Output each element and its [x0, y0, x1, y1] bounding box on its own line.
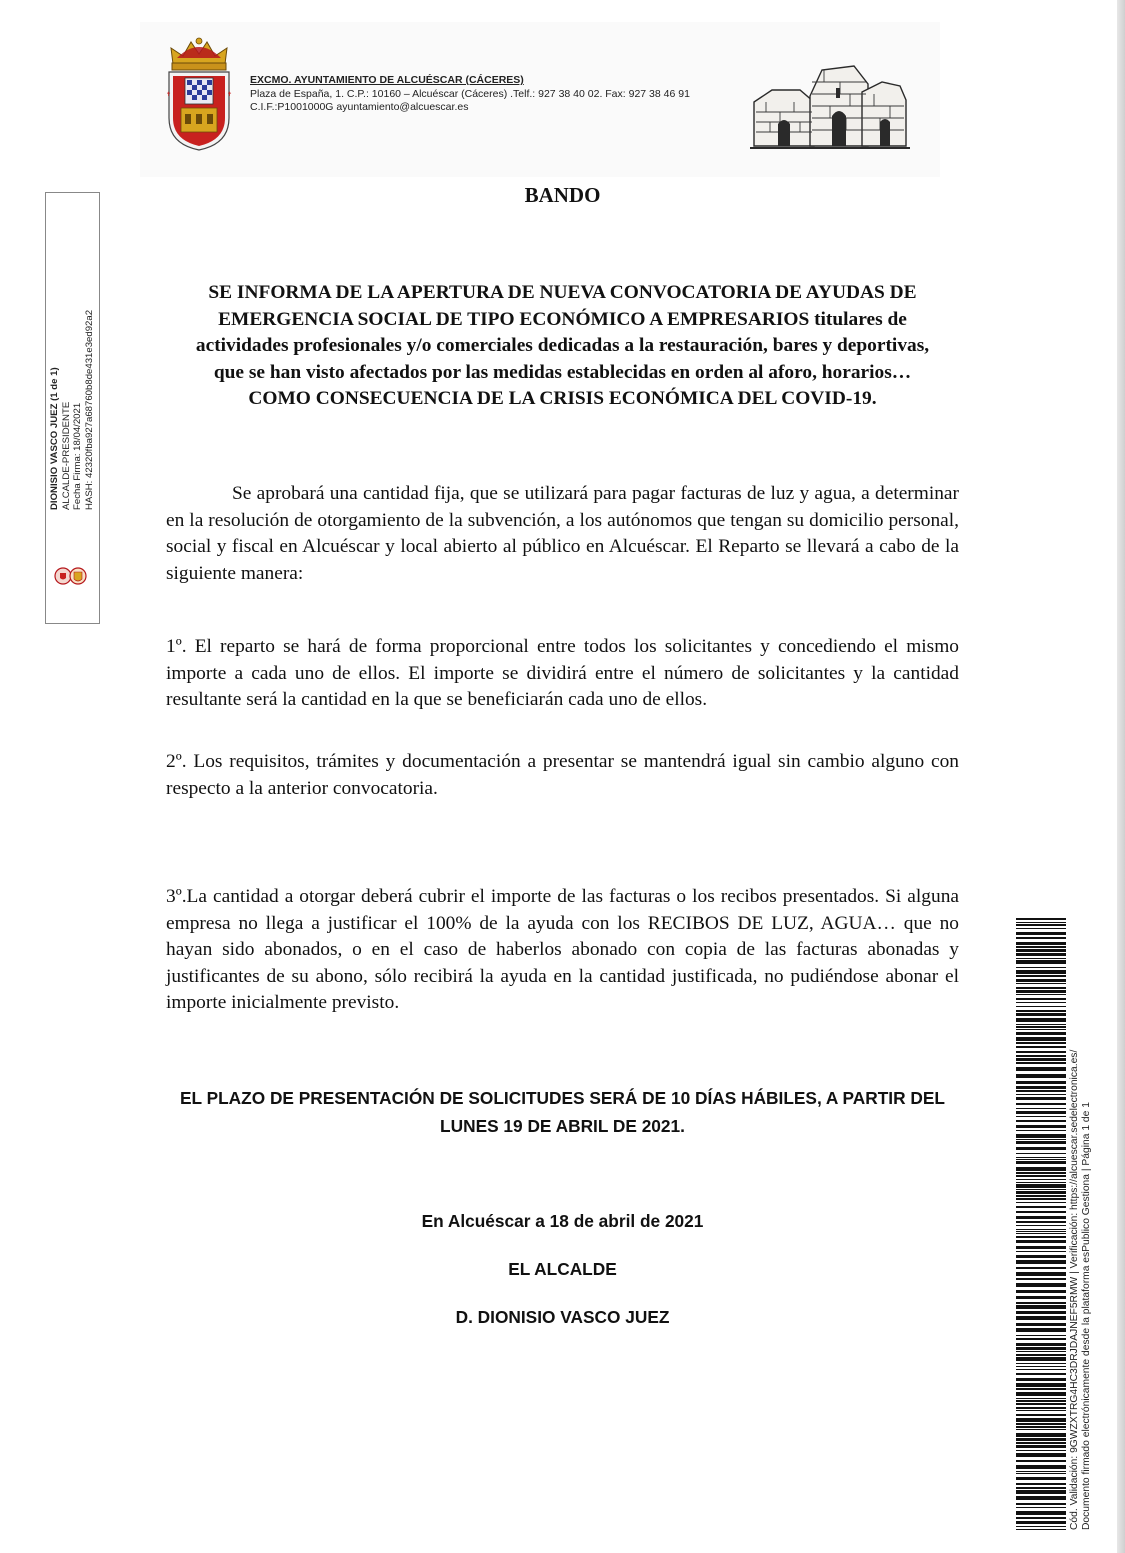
verification-text: [1069, 970, 1094, 1530]
barcode-stripe: [1016, 1216, 1066, 1219]
barcode-stripe: [1016, 1184, 1066, 1188]
barcode-stripe: [1016, 942, 1066, 945]
barcode-stripe: [1016, 1147, 1066, 1150]
barcode-stripe: [1016, 1335, 1066, 1336]
barcode-stripe: [1016, 1473, 1066, 1474]
barcode-stripe: [1016, 1175, 1066, 1177]
barcode-stripe: [1016, 1202, 1066, 1203]
municipal-seal-icon: [52, 565, 88, 587]
signature-signer: DIONISIO VASCO JUEZ (1 de 1): [49, 367, 60, 510]
barcode-stripe: [1016, 1418, 1066, 1422]
heading-line: EMERGENCIA SOCIAL DE TIPO ECONÓMICO A EMPRESARIOS titulares de: [218, 308, 907, 330]
barcode-stripe: [1016, 979, 1066, 982]
barcode-stripe: [1016, 1316, 1066, 1320]
letterhead-text: [250, 74, 750, 115]
barcode-stripe: [1016, 1347, 1066, 1350]
barcode-stripe: [1016, 1403, 1066, 1405]
heading-line: actividades profesionales y/o comerciales dedicadas a la restauración, bares y deportivas,: [195, 335, 930, 356]
barcode-stripe: [1016, 1267, 1066, 1269]
barcode-stripe: [1016, 1191, 1066, 1194]
barcode-stripe: [1016, 1517, 1066, 1519]
barcode-stripe: [1016, 1453, 1066, 1457]
barcode-stripe: [1016, 1460, 1066, 1462]
barcode-stripe: [1016, 1251, 1066, 1252]
barcode-stripe: [1016, 1398, 1066, 1399]
barcode-stripe: [1016, 1006, 1066, 1007]
svg-text:✝: ✝: [227, 91, 233, 98]
barcode-stripe: [1016, 1097, 1066, 1100]
barcode-stripe: [1016, 1067, 1066, 1071]
barcode-stripe: [1016, 1086, 1066, 1089]
barcode-stripe: [1016, 953, 1066, 956]
signature-details: [49, 210, 95, 510]
document-title: BANDO: [524, 183, 601, 207]
barcode-stripe: [1016, 1062, 1066, 1064]
barcode-stripe: [1016, 958, 1066, 959]
barcode-stripe: [1016, 1157, 1066, 1158]
signer-name: D. DIONISIO VASCO JUEZ: [455, 1307, 670, 1327]
barcode-stripe: [1016, 1229, 1066, 1230]
barcode-stripe: [1016, 1369, 1066, 1370]
barcode-stripe: [1016, 1246, 1066, 1249]
barcode-stripe: [1016, 1153, 1066, 1154]
barcode-stripe: [1016, 1354, 1066, 1356]
barcode-stripe: [1016, 1445, 1066, 1448]
barcode-icon: [1016, 918, 1066, 1530]
barcode-stripe: [1016, 1134, 1066, 1138]
barcode-stripe: [1016, 1032, 1066, 1035]
barcode-stripe: [1016, 1260, 1066, 1264]
barcode-stripe: [1016, 1423, 1066, 1425]
barcode-stripe: [1016, 1130, 1066, 1131]
barcode-stripe: [1016, 1081, 1066, 1084]
barcode-stripe: [1016, 918, 1066, 920]
signature-date: Fecha Firma: 18/04/2021: [72, 402, 84, 510]
heading-line: SE INFORMA DE LA APERTURA DE NUEVA CONVOCATORIA DE AYUDAS DE: [208, 282, 917, 303]
barcode-stripe: [1016, 1172, 1066, 1174]
barcode-stripe: [1016, 1161, 1066, 1164]
barcode-stripe: [1016, 1328, 1066, 1332]
barcode-stripe: [1016, 1272, 1066, 1276]
barcode-stripe: [1016, 1240, 1066, 1243]
barcode-stripe: [1016, 1189, 1066, 1190]
barcode-stripe: [1016, 1442, 1066, 1444]
place-and-date: En Alcuéscar a 18 de abril de 2021: [421, 1211, 704, 1231]
address-line: Plaza de España, 1. C.P.: 10160 – Alcuéscar (Cáceres) .Telf.: 927 38 40 02. Fax: 927 38 46 91: [250, 87, 690, 100]
barcode-stripe: [1016, 1206, 1066, 1208]
barcode-stripe: [1016, 1296, 1066, 1299]
barcode-stripe: [1016, 1526, 1066, 1527]
barcode-stripe: [1016, 1211, 1066, 1213]
barcode-stripe: [1016, 1278, 1066, 1280]
svg-text:✝: ✝: [166, 91, 172, 98]
signature-role: ALCALDE-PRESIDENTE: [60, 401, 72, 510]
barcode-stripe: [1016, 922, 1066, 923]
signature-hash: HASH: 42320fba927a68760b8de431e3ed92a2: [83, 309, 95, 510]
barcode-stripe: [1016, 1125, 1066, 1128]
barcode-stripe: [1016, 1521, 1066, 1524]
barcode-stripe: [1016, 1139, 1066, 1140]
barcode-stripe: [1016, 1018, 1066, 1022]
barcode-stripe: [1016, 1058, 1066, 1061]
barcode-stripe: [1016, 1179, 1066, 1180]
barcode-stripe: [1016, 1042, 1066, 1044]
barcode-stripe: [1016, 1094, 1066, 1095]
barcode-stripe: [1016, 1388, 1066, 1390]
barcode-stripe: [1016, 967, 1066, 968]
barcode-stripe: [1016, 1343, 1066, 1346]
barcode-stripe: [1016, 1507, 1066, 1508]
barcode-stripe: [1016, 960, 1066, 964]
point-1-paragraph: 1º. El reparto se hará de forma proporcional entre todos los solicitantes y concediendo el mismo importe a cada uno de ellos. El importe se dividirá entre el número de solicitantes y la cantidad resultante será la cantidad en la que se beneficiarán cada uno de ellos.: [166, 636, 959, 711]
barcode-stripe: [1016, 1438, 1066, 1441]
barcode-stripe: [1016, 1055, 1066, 1057]
barcode-stripe: [1016, 1037, 1066, 1041]
barcode-stripe: [1016, 1414, 1066, 1416]
barcode-stripe: [1016, 1221, 1066, 1223]
barcode-stripe: [1016, 1236, 1066, 1238]
barcode-stripe: [1016, 946, 1066, 948]
point-3-paragraph: 3º.La cantidad a otorgar deberá cubrir el importe de las facturas o los recibos presentados. Si alguna empresa no llega a justificar el 100% de la ayuda con los RECIBOS DE LUZ, AGUA… que no hayan sido abonados, o en el caso de haberlos abonado con copia de las facturas abonadas y justificantes de su abono, sólo recibirá la ayuda en la cantidad justificada, no pudiéndose abonar el importe inicialmente previsto.: [166, 886, 959, 1014]
cif-email-line: C.I.F.:P1001000G ayuntamiento@alcuescar.es: [250, 101, 469, 113]
validation-code-line: Cód. Validación: 9GWZXTRG4HC3DRJDAJNEF5RMW | Verificación: https://alcuescar.sedelectronica.es/: [1069, 1049, 1080, 1530]
barcode-stripe: [1016, 1290, 1066, 1293]
barcode-stripe: [1016, 1471, 1066, 1472]
church-building-icon: [750, 62, 910, 150]
barcode-stripe: [1016, 1429, 1066, 1430]
barcode-stripe: [1016, 1490, 1066, 1494]
intro-paragraph: Se aprobará una cantidad fija, que se utilizará para pagar facturas de luz y agua, a determinar en la resolución de otorgamiento de la subvención, a los autónomos que tengan su domicilio personal, social y fiscal en Alcuéscar y local abierto al público en Alcuéscar. El Reparto se llevará a cabo de la siguiente manera:: [166, 483, 959, 584]
municipality-name: EXCMO. AYUNTAMIENTO DE ALCUÉSCAR (CÁCERES): [250, 74, 524, 86]
heading-line: COMO CONSECUENCIA DE LA CRISIS ECONÓMICA DEL COVID-19.: [248, 388, 877, 409]
barcode-stripe: [1016, 1159, 1066, 1160]
barcode-stripe: [1016, 1255, 1066, 1258]
barcode-stripe: [1016, 1198, 1066, 1200]
barcode-stripe: [1016, 1407, 1066, 1409]
barcode-stripe: [1016, 1366, 1066, 1367]
barcode-stripe: [1016, 975, 1066, 977]
barcode-stripe: [1016, 1182, 1066, 1183]
barcode-stripe: [1016, 1363, 1066, 1364]
barcode-stripe: [1016, 1338, 1066, 1340]
barcode-stripe: [1016, 1477, 1066, 1480]
barcode-stripe: [1016, 1410, 1066, 1411]
barcode-stripe: [1016, 1013, 1066, 1016]
barcode-stripe: [1016, 1392, 1066, 1396]
page-edge-shadow: [1117, 0, 1125, 1553]
barcode-stripe: [1016, 1090, 1066, 1092]
barcode-stripe: [1016, 1305, 1066, 1309]
barcode-stripe: [1016, 1383, 1066, 1387]
barcode-stripe: [1016, 1225, 1066, 1226]
barcode-stripe: [1016, 1010, 1066, 1012]
barcode-stripe: [1016, 1103, 1066, 1105]
barcode-stripe: [1016, 987, 1066, 989]
barcode-stripe: [1016, 1426, 1066, 1428]
barcode-stripe: [1016, 1302, 1066, 1304]
barcode-stripe: [1016, 1373, 1066, 1375]
announcement-heading: [160, 280, 965, 413]
barcode-stripe: [1016, 1378, 1066, 1381]
barcode-stripe: [1016, 1108, 1066, 1109]
barcode-stripe: [1016, 1024, 1066, 1025]
barcode-stripe: [1016, 1465, 1066, 1469]
barcode-stripe: [1016, 1323, 1066, 1326]
barcode-stripe: [1016, 970, 1066, 974]
barcode-stripe: [1016, 1311, 1066, 1314]
barcode-stripe: [1016, 994, 1066, 995]
barcode-stripe: [1016, 1483, 1066, 1485]
barcode-stripe: [1016, 1074, 1066, 1078]
barcode-stripe: [1016, 1195, 1066, 1197]
barcode-stripe: [1016, 1116, 1066, 1117]
barcode-stripe: [1016, 1026, 1066, 1028]
barcode-stripe: [1016, 990, 1066, 993]
barcode-stripe: [1016, 1002, 1066, 1003]
barcode-stripe: [1016, 1496, 1066, 1500]
barcode-stripe: [1016, 1487, 1066, 1489]
barcode-stripe: [1016, 1433, 1066, 1437]
barcode-stripe: [1016, 1141, 1066, 1144]
barcode-stripe: [1016, 1167, 1066, 1171]
heading-line: que se han visto afectados por las medidas establecidas en orden al aforo, horarios…: [213, 361, 912, 383]
barcode-stripe: [1016, 928, 1066, 929]
barcode-stripe: [1016, 1503, 1066, 1505]
coat-of-arms-icon: [163, 36, 235, 152]
barcode-stripe: [1016, 1529, 1066, 1530]
barcode-stripe: [1016, 1357, 1066, 1361]
deadline-notice: EL PLAZO DE PRESENTACIÓN DE SOLICITUDES SERÁ DE 10 DÍAS HÁBILES, A PARTIR DEL LUNES 19 DE ABRIL DE 2021.: [180, 1088, 945, 1136]
barcode-stripe: [1016, 924, 1066, 926]
barcode-stripe: [1016, 1450, 1066, 1451]
barcode-stripe: [1016, 1351, 1066, 1352]
barcode-stripe: [1016, 983, 1066, 984]
point-2-paragraph: 2º. Los requisitos, trámites y documentación a presentar se mantendrá igual sin cambio alguno con respecto a la anterior convocatoria.: [166, 751, 959, 799]
barcode-stripe: [1016, 1400, 1066, 1402]
barcode-stripe: [1016, 1283, 1066, 1287]
signed-platform-line: Documento firmado electrónicamente desde la plataforma esPublico Gestiona | Página 1 de 1: [1081, 1102, 1093, 1530]
barcode-stripe: [1016, 949, 1066, 952]
barcode-stripe: [1016, 932, 1066, 935]
barcode-stripe: [1016, 1051, 1066, 1053]
barcode-stripe: [1016, 1111, 1066, 1114]
barcode-stripe: [1016, 1120, 1066, 1122]
barcode-stripe: [1016, 1029, 1066, 1030]
barcode-stripe: [1016, 1231, 1066, 1232]
barcode-stripe: [1016, 1233, 1066, 1234]
barcode-stripe: [1016, 998, 1066, 1000]
signer-title: EL ALCALDE: [508, 1259, 617, 1279]
barcode-stripe: [1016, 937, 1066, 939]
barcode-stripe: [1016, 1046, 1066, 1048]
barcode-stripe: [1016, 1511, 1066, 1515]
